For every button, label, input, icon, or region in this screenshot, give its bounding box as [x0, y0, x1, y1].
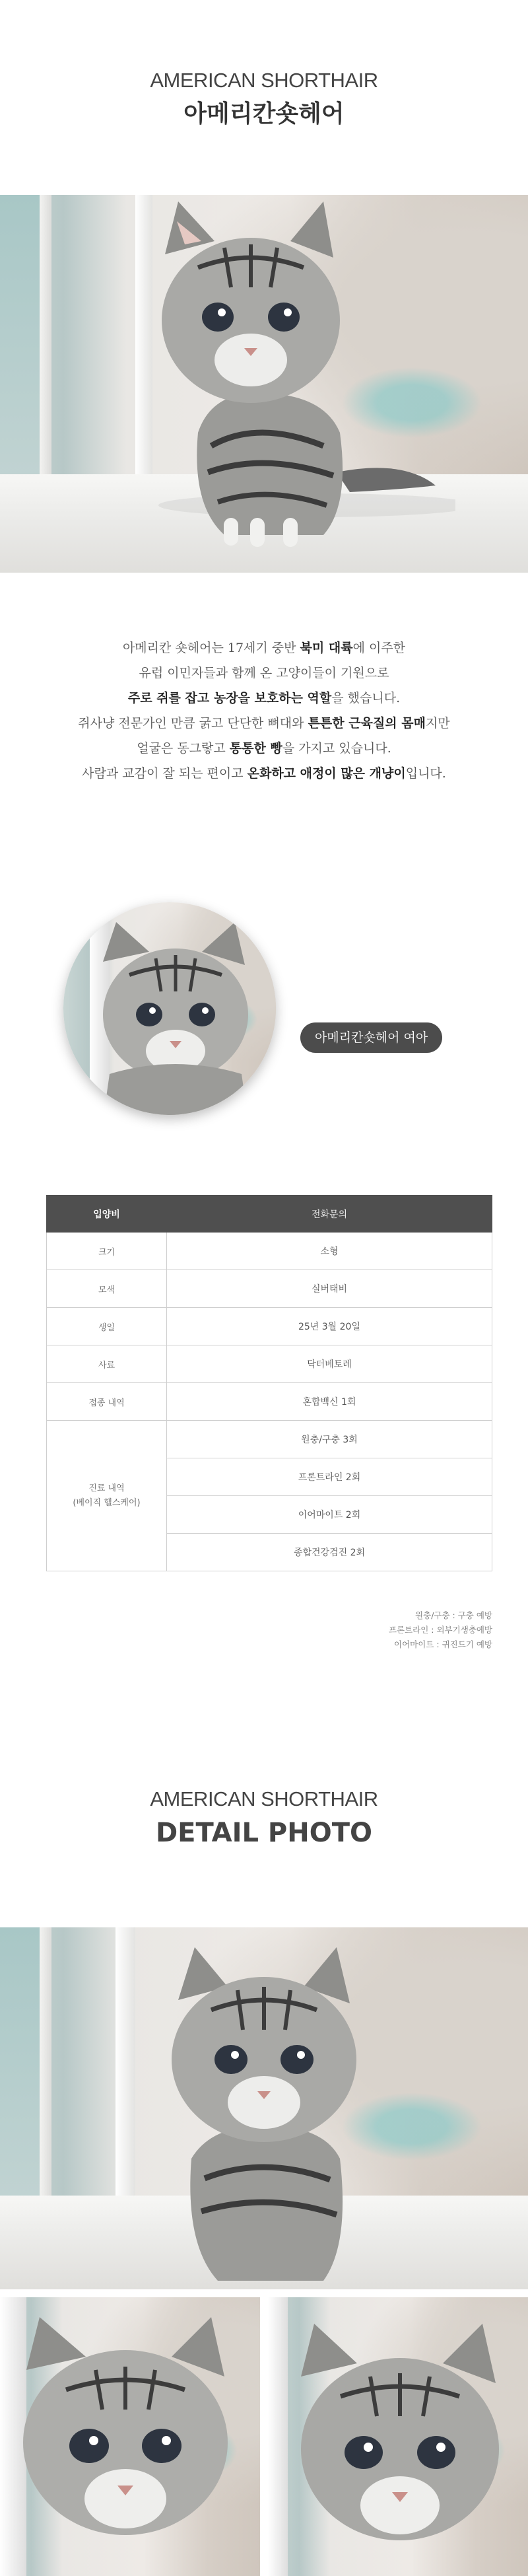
footnote: 프론트라인 : 외부기생충예방 [388, 1625, 492, 1635]
row-value: 실버태비 [167, 1270, 492, 1308]
detail-photo-1 [0, 1927, 528, 2289]
care-label-sub: (베이직 헬스케어) [73, 1497, 141, 1508]
intro-text: 아메리칸 숏헤어는 17세기 중반 북미 대륙에 이주한 유럽 이민자들과 함께 온 고양이들이 기원으로 주로 쥐를 잡고 농장을 보호하는 역할을 했습니다. 쥐사냥 전문가인 만큼 굵고 단단한 뼈대와 튼튼한 근육질의 몸매지만 얼굴은 동그랗고 통통한 빵을 가지고 있습니다. 사람과 교감이 잘 되는 편이고 온화하고 애정이 많은 개냥이입니다. [78, 641, 450, 781]
care-history-label [47, 1421, 167, 1571]
hero-photo [0, 195, 528, 573]
profile-photo [63, 902, 276, 1115]
detail-photo-2 [0, 2297, 260, 2576]
table-row [47, 1270, 492, 1308]
table-row [47, 1421, 492, 1458]
kitten-image [125, 195, 455, 573]
detail-title: DETAIL PHOTO [155, 1818, 373, 1848]
row-label: 크기 [47, 1233, 167, 1270]
row-value: 닥터베토레 [167, 1345, 492, 1383]
row-label: 접종 내역 [47, 1383, 167, 1421]
row-value: 25년 3월 20일 [167, 1308, 492, 1345]
info-table [46, 1195, 492, 1571]
table-row [47, 1233, 492, 1270]
detail-header [0, 1787, 528, 1848]
row-value: 소형 [167, 1233, 492, 1270]
care-item: 프론트라인 2회 [167, 1458, 492, 1496]
header [0, 69, 528, 129]
care-label-line: 진료 내역 [88, 1483, 125, 1493]
table-header-value: 전화문의 [167, 1196, 492, 1233]
table-row [47, 1308, 492, 1345]
table-header-row [47, 1196, 492, 1233]
table-header-label: 입양비 [47, 1196, 167, 1233]
title-en: AMERICAN SHORTHAIR [150, 69, 378, 92]
detail-photo-3 [268, 2297, 528, 2576]
title-ko: 아메리칸숏헤어 [183, 100, 345, 127]
care-item: 이어마이트 2회 [167, 1496, 492, 1534]
row-label: 모색 [47, 1270, 167, 1308]
footnote: 원충/구충 : 구충 예방 [415, 1610, 492, 1620]
pet-name-badge: 아메리칸숏헤어 여아 [300, 1022, 442, 1053]
detail-title-en: AMERICAN SHORTHAIR [150, 1787, 378, 1810]
care-item: 원충/구충 3회 [167, 1421, 492, 1458]
table-row [47, 1383, 492, 1421]
table-row [47, 1345, 492, 1383]
row-label: 생일 [47, 1308, 167, 1345]
footnotes [389, 1608, 492, 1652]
care-item: 종합건강검진 2회 [167, 1534, 492, 1571]
row-value: 혼합백신 1회 [167, 1383, 492, 1421]
footnote: 이어마이트 : 귀진드기 예방 [394, 1639, 492, 1649]
row-label: 사료 [47, 1345, 167, 1383]
